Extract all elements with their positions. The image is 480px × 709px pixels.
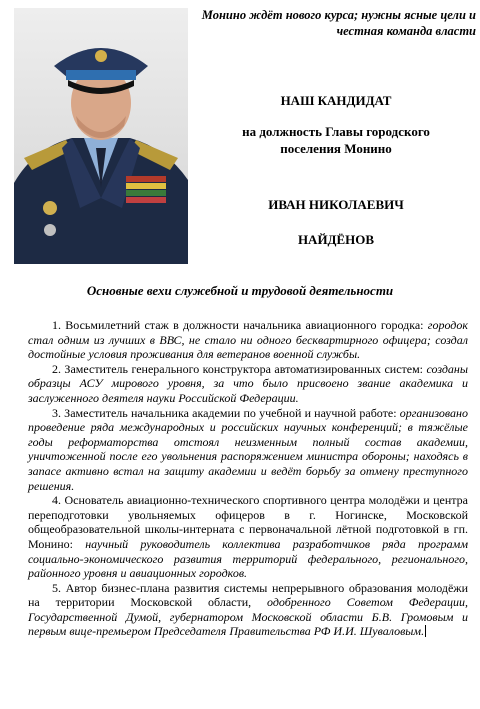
list-item [28, 581, 468, 639]
candidate-name-line-1: ИВАН НИКОЛАЕВИЧ [268, 197, 404, 212]
position-line-1: на должность Главы городского [242, 124, 430, 139]
item-detail: городок стал одним из лучших в ВВС, не стало ни одного бесквартирного офицера; создал достойные условия проживания для ветеранов военной службы. [28, 318, 468, 362]
list-item [28, 406, 468, 494]
item-lead: 5. Автор бизнес-плана развития системы непрерывного образования молодёжи на территории Московской области, [28, 580, 468, 610]
item-lead: 3. Заместитель начальника академии по учебной и научной работе: [52, 405, 397, 420]
item-detail: одобренного Советом Федерации, Государственной Думой, губернатором Московской области Б.В. Громовым и первым вице-премьером Председателя Правительства РФ И.И. Шуваловым. [28, 595, 468, 639]
portrait-image [14, 8, 188, 264]
slogan: Монино ждёт нового курса; нужны ясные цели и честная команда власти [201, 8, 476, 38]
candidate-label: НАШ КАНДИДАТ [280, 93, 392, 108]
item-lead: 4. Основатель авиационно-технического спортивного центра молодёжи и центра переподготовки увольняемых офицеров в г. Ногинске, Московской общеобразовательной школы-интерната с первоначальной лётной подготовкой в гп. Монино: [28, 493, 468, 551]
list-item [28, 362, 468, 406]
list-item [28, 493, 468, 581]
section-title: Основные вехи служебной и трудовой деятельности [86, 283, 394, 298]
career-list [28, 318, 468, 639]
candidate-photo [14, 8, 188, 264]
item-detail: созданы образцы АСУ мирового уровня, за что было присвоено звание академика и заслуженного деятеля науки Российской Федерации. [28, 361, 469, 405]
position-line-2: поселения Монино [280, 141, 392, 156]
item-lead: 2. Заместитель генерального конструктора автоматизированных систем: [52, 361, 424, 376]
text-cursor [425, 625, 426, 637]
candidate-name-line-2: НАЙДЁНОВ [297, 232, 375, 247]
item-detail: организовано проведение ряда международных и российских научных конференций; в тяжёлые годы реформаторства отстоял неизменным полный состав академии, уничтоженной после его увольнения распоряжением министра обороны; находясь в запасе активно встал на защиту академии и ведёт борьбу за отмену преступного решения. [28, 405, 468, 493]
item-lead: 1. Восьмилетний стаж в должности начальника авиационного городка: [52, 318, 424, 332]
item-detail: научный руководитель коллектива разработчиков ряда программ социально-экономического развития территорий федерального, регионального, районного уровня и авиационных городков. [28, 536, 468, 581]
list-item [28, 318, 468, 362]
